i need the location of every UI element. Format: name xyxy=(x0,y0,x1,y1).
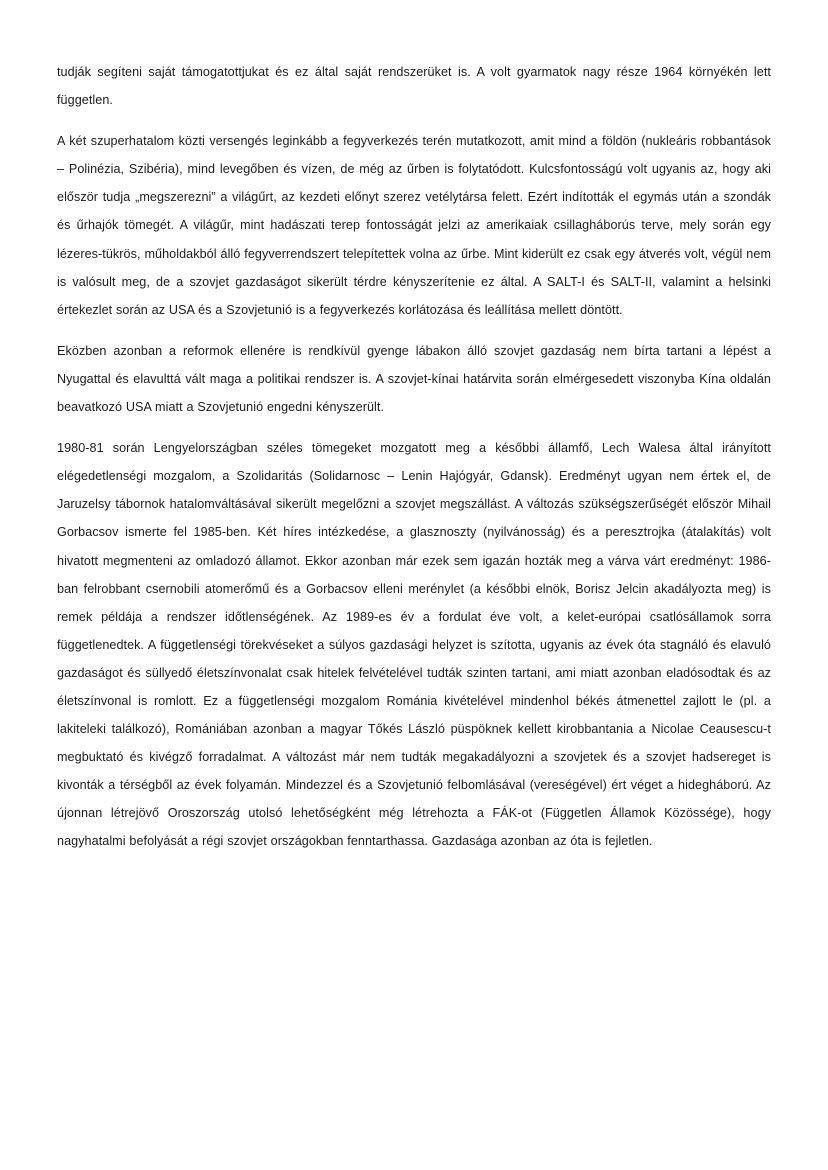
paragraph-4: 1980-81 során Lengyelországban széles tömegeket mozgatott meg a későbbi államfő, Lech Walesa által irányított elégedetlenségi mozgalom, a Szolidaritás (Solidarnosc – Lenin Hajógyár, Gdansk). Eredményt ugyan nem értek el, de Jaruzelsy tábornok hatalomváltásával sikerült megelőzni a szovjet megszállást. A változás szükségszerűségét először Mihail Gorbacsov ismerte fel 1985-ben. Két híres intézkedése, a glasznoszty (nyilvánosság) és a peresztrojka (átalakítás) volt hivatott megmenteni az omladozó államot. Ekkor azonban már ezek sem igazán hozták meg a várva várt eredményt: 1986-ban felrobbant csernobili atomerőmű és a Gorbacsov elleni merénylet (a későbbi elnök, Borisz Jelcin akadályozta meg) is remek példája a rendszer időtlenségének. Az 1989-es év a fordulat éve volt, a kelet-európai csatlósállamok sorra függetlenedtek. A függetlenségi törekvéseket a súlyos gazdasági helyzet is szította, ugyanis az évek óta stagnáló és elavuló gazdaságot és süllyedő életszínvonalat csak hitelek felvételével tudták szinten tartani, ami miatt azonban eladósodtak és az életszínvonal is romlott. Ez a függetlenségi mozgalom Románia kivételével mindenhol békés átmenettel zajlott le (pl. a lakiteleki találkozó), Romániában azonban a magyar Tőkés László püspöknek kellett kirobbantania a Nicolae Ceausescu-t megbuktató és kivégző forradalmat. A változást már nem tudták megakadályozni a szovjetek és a szovjet hadsereget is kivonták a térségből az évek folyamán. Mindezzel és a Szovjetunió felbomlásával (vereségével) ért véget a hidegháború. Az újonnan létrejövő Oroszország utolsó lehetőségként még létrehozta a FÁK-ot (Független Államok Közössége), hogy nagyhatalmi befolyását a régi szovjet országokban fenntarthassa. Gazdasága azonban az óta is fejletlen. xyxy=(57,441,771,849)
paragraph-1: tudják segíteni saját támogatottjukat és ez által saját rendszerüket is. A volt gyarmatok nagy része 1964 környékén lett független. xyxy=(57,65,771,108)
paragraph-2: A két szuperhatalom közti versengés leginkább a fegyverkezés terén mutatkozott, amit mind a földön (nukleáris robbantások – Polinézia, Szibéria), mind levegőben és vízen, de még az űrben is folytatódott. Kulcsfontosságú volt ugyanis az, hogy aki először tudja „megszerezni” a világűrt, az kezdeti előnyt szerez vetélytársa felett. Ezért indították el egymás után a szondák és űrhajók tömegét. A világűr, mint hadászati terep fontosságát jelzi az amerikaiak csillagháborús terve, mely során egy lézeres-tükrös, műholdakból álló fegyverrendszert telepítettek volna az űrbe. Mint kiderült ez csak egy átverés volt, végül nem is valósult meg, de a szovjet gazdaságot sikerült térdre kényszerítenie ez által. A SALT-I és SALT-II, valamint a helsinki értekezlet során az USA és a Szovjetunió is a fegyverkezés korlátozása és leállítása mellett döntött. xyxy=(57,134,771,317)
document-text-body xyxy=(57,58,771,856)
paragraph-3: Eközben azonban a reformok ellenére is rendkívül gyenge lábakon álló szovjet gazdaság nem bírta tartani a lépést a Nyugattal és elavulttá vált maga a politikai rendszer is. A szovjet-kínai határvita során elmérgesedett viszonyba Kína oldalán beavatkozó USA miatt a Szovjetunió engedni kényszerült. xyxy=(57,343,771,415)
